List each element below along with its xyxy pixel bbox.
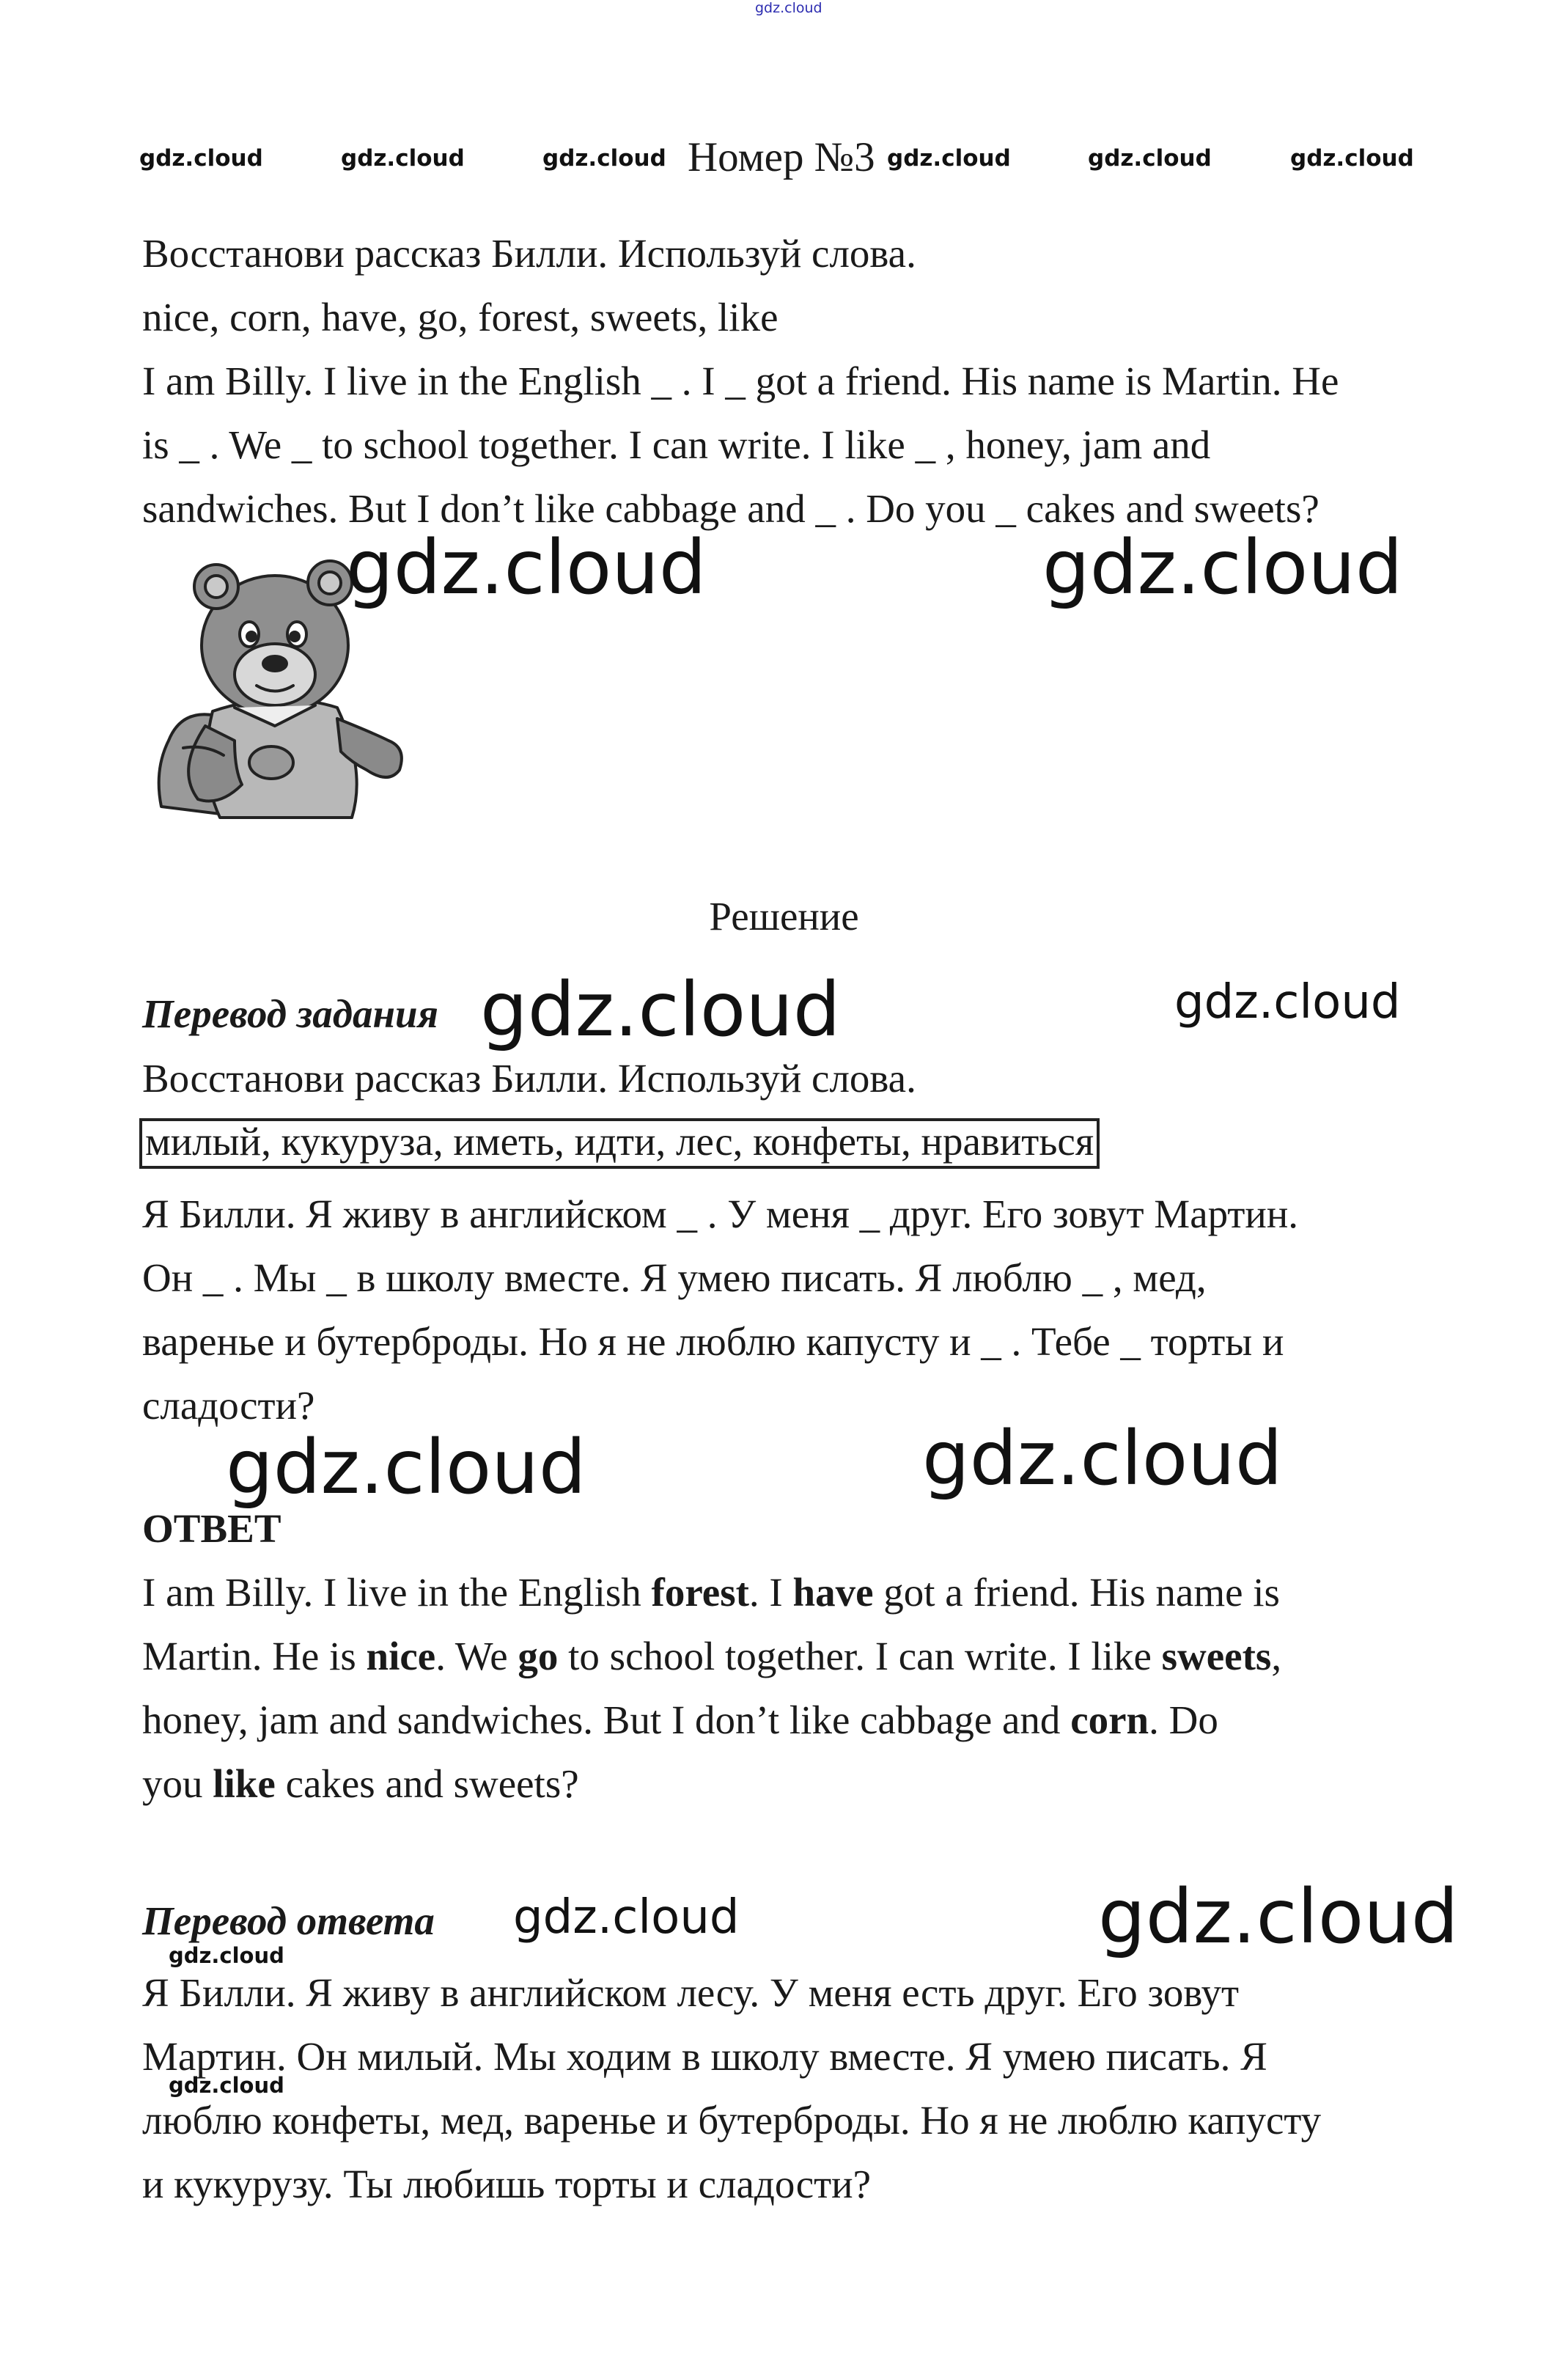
watermark: gdz.cloud <box>1290 145 1414 172</box>
translation-heading: Перевод задания <box>142 991 438 1036</box>
answer-translation-line: и кукурузу. Ты любишь торты и сладости? <box>142 2162 872 2206</box>
translation-line: Я Билли. Я живу в английском _ . У меня _ друг. Его зовут Мартин. <box>142 1192 1299 1236</box>
translation-line: Он _ . Мы _ в школу вместе. Я умею писать. Я люблю _ , мед, <box>142 1255 1207 1300</box>
answer-line: honey, jam and sandwiches. But I don’t like cabbage and corn. Do <box>142 1697 1218 1742</box>
watermark: gdz.cloud <box>542 145 666 172</box>
translation-line: сладости? <box>142 1383 315 1428</box>
answer-translation-line: Мартин. Он милый. Мы ходим в школу вместе. Я умею писать. Я <box>142 2034 1267 2079</box>
watermark: gdz.cloud <box>169 2073 284 2098</box>
answer-translation-line: Я Билли. Я живу в английском лесу. У меня есть друг. Его зовут <box>142 1970 1240 2015</box>
watermark: gdz.cloud <box>513 1890 740 1945</box>
solution-heading: Решение <box>709 894 859 939</box>
answer-translation-heading: Перевод ответа <box>142 1898 435 1943</box>
translation-instruction: Восстанови рассказ Билли. Используй слова. <box>142 1056 916 1101</box>
watermark: gdz.cloud <box>1174 975 1401 1029</box>
watermark: gdz.cloud <box>169 1943 284 1968</box>
answer-translation-line: люблю конфеты, мед, варенье и бутерброды. Но я не люблю капусту <box>142 2098 1322 2143</box>
watermark: gdz.cloud <box>480 966 841 1054</box>
watermark: gdz.cloud <box>1088 145 1212 172</box>
translation-words-box: милый, кукуруза, иметь, идти, лес, конфеты, нравиться <box>139 1118 1100 1169</box>
answer-heading: ОТВЕТ <box>142 1506 281 1551</box>
task-words: nice, corn, have, go, forest, sweets, like <box>142 295 779 339</box>
task-text-line: sandwiches. But I don’t like cabbage and _ . Do you _ cakes and sweets? <box>142 486 1319 531</box>
page-title: Номер №3 <box>688 134 875 180</box>
task-instruction: Восстанови рассказ Билли. Используй слова. <box>142 231 916 276</box>
watermark: gdz.cloud <box>346 524 707 612</box>
task-text-line: is _ . We _ to school together. I can write. I like _ , honey, jam and <box>142 422 1211 467</box>
task-text-line: I am Billy. I live in the English _ . I _ got a friend. His name is Martin. He <box>142 359 1339 403</box>
answer-line: I am Billy. I live in the English forest. I have got a friend. His name is <box>142 1570 1280 1615</box>
watermark: gdz.cloud <box>887 145 1011 172</box>
watermark: gdz.cloud <box>922 1415 1283 1502</box>
watermark: gdz.cloud <box>755 0 822 16</box>
watermark: gdz.cloud <box>1098 1873 1459 1961</box>
translation-line: варенье и бутерброды. Но я не люблю капусту и _ . Тебе _ торты и <box>142 1319 1284 1364</box>
watermark: gdz.cloud <box>139 145 263 172</box>
watermark: gdz.cloud <box>1042 524 1403 612</box>
answer-line: you like cakes and sweets? <box>142 1761 579 1806</box>
watermark: gdz.cloud <box>341 145 465 172</box>
watermark: gdz.cloud <box>226 1424 586 1511</box>
answer-line: Martin. He is nice. We go to school together. I can write. I like sweets, <box>142 1634 1282 1678</box>
